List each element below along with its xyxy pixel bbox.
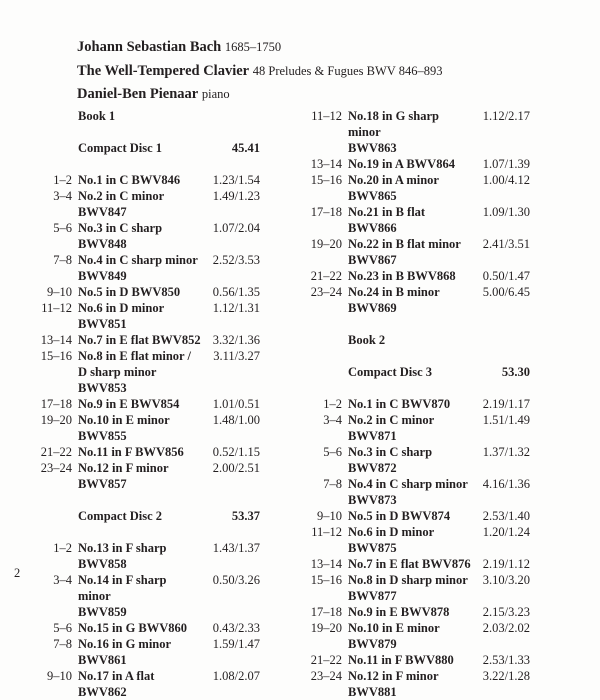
disc-2-heading — [30, 508, 260, 524]
track-title-line: No.3 in C sharp BWV872 — [348, 445, 433, 475]
track-title-line: No.20 in A minor BWV865 — [348, 173, 439, 203]
track-duration: 1.07/1.39 — [482, 157, 530, 171]
track-title — [78, 252, 202, 284]
track-numbers: 1–2 — [53, 541, 72, 555]
track-row — [300, 620, 530, 652]
disc-3-heading — [300, 364, 530, 380]
track-title-line: No.13 in F sharp BWV858 — [78, 541, 167, 571]
track-title — [348, 412, 472, 444]
track-title-line: No.12 in F minor BWV857 — [78, 461, 169, 491]
disc-3-tracklist — [300, 396, 530, 700]
track-title — [348, 156, 472, 172]
track-title-line-2: BWV873 — [348, 493, 397, 507]
track-duration: 2.03/2.02 — [482, 621, 530, 635]
track-numbers: 7–8 — [323, 477, 342, 491]
track-duration: 1.37/1.32 — [482, 445, 530, 459]
track-duration: 5.00/6.45 — [482, 285, 530, 299]
track-title — [348, 236, 472, 268]
track-title — [348, 524, 472, 556]
track-numbers: 17–18 — [40, 397, 72, 411]
track-duration: 1.08/2.07 — [212, 669, 260, 683]
track-title — [78, 620, 202, 636]
track-title-line: No.16 in G minor BWV861 — [78, 637, 171, 667]
track-title-line: No.18 in G sharp minor — [348, 109, 439, 139]
track-title-line: No.12 in F minor BWV881 — [348, 669, 439, 699]
track-title — [348, 108, 472, 156]
track-title-line-2: BWV859 — [78, 605, 127, 619]
track-title — [348, 284, 472, 316]
disc-label: Compact Disc 3 — [348, 365, 433, 379]
track-title — [78, 188, 202, 220]
track-title — [348, 396, 472, 412]
track-duration: 4.16/1.36 — [482, 477, 530, 491]
track-title — [78, 220, 202, 252]
track-title-line: No.6 in D minor BWV875 — [348, 525, 434, 555]
track-title — [348, 604, 472, 620]
track-title — [348, 668, 472, 700]
track-numbers: 9–10 — [47, 669, 72, 683]
track-title-line: No.5 in D BWV874 — [348, 509, 451, 523]
track-title-line: No.10 in E minor BWV879 — [348, 621, 440, 651]
track-numbers: 19–20 — [310, 621, 342, 635]
track-row — [30, 444, 260, 460]
track-title — [78, 572, 202, 620]
track-duration: 2.41/3.51 — [482, 237, 530, 251]
track-row — [300, 668, 530, 700]
track-duration: 1.59/1.47 — [212, 637, 260, 651]
track-title-line: No.7 in E flat BWV876 — [348, 557, 471, 571]
composer-name: Johann Sebastian Bach — [77, 39, 222, 55]
track-duration: 2.53/1.33 — [482, 653, 530, 667]
track-title-line: No.14 in F sharp minor — [78, 573, 167, 603]
track-duration: 0.50/1.47 — [482, 269, 530, 283]
track-row — [300, 444, 530, 476]
track-title-line: No.8 in E flat minor / — [78, 349, 191, 363]
track-title-line: No.3 in C sharp BWV848 — [78, 221, 163, 251]
track-numbers: 17–18 — [310, 605, 342, 619]
track-numbers: 5–6 — [53, 621, 72, 635]
track-duration: 1.20/1.24 — [482, 525, 530, 539]
track-title-line: No.2 in C minor BWV871 — [348, 413, 434, 443]
track-numbers: 7–8 — [53, 253, 72, 267]
track-title — [348, 172, 472, 204]
track-row — [30, 620, 260, 636]
track-numbers: 3–4 — [53, 189, 72, 203]
track-title — [348, 476, 472, 508]
track-row — [30, 540, 260, 572]
track-numbers: 13–14 — [310, 157, 342, 171]
work-title: The Well-Tempered Clavier — [77, 62, 250, 79]
track-title — [78, 396, 202, 412]
track-row — [30, 572, 260, 620]
track-title-line: No.9 in E BWV854 — [78, 397, 180, 411]
track-row — [300, 284, 530, 316]
track-row — [300, 412, 530, 444]
track-numbers: 21–22 — [310, 653, 342, 667]
track-row — [300, 604, 530, 620]
track-row — [30, 412, 260, 444]
track-duration: 2.19/1.17 — [482, 397, 530, 411]
track-numbers: 5–6 — [323, 445, 342, 459]
disc-label: Compact Disc 1 — [78, 141, 163, 155]
track-numbers: 15–16 — [310, 573, 342, 587]
performer-line — [77, 83, 442, 107]
track-title-line: No.7 in E flat BWV852 — [78, 333, 201, 347]
track-row — [30, 460, 260, 492]
composer-line — [77, 36, 442, 60]
track-duration: 0.43/2.33 — [212, 621, 260, 635]
book-2-heading: Book 2 — [348, 333, 386, 347]
track-numbers: 23–24 — [40, 461, 72, 475]
track-title-line: No.11 in F BWV880 — [348, 653, 454, 667]
track-duration: 2.53/1.40 — [482, 509, 530, 523]
track-numbers: 21–22 — [40, 445, 72, 459]
track-numbers: 7–8 — [53, 637, 72, 651]
track-row — [300, 204, 530, 236]
track-duration: 1.48/1.00 — [212, 413, 260, 427]
performer-instrument: piano — [201, 87, 230, 101]
track-numbers: 21–22 — [310, 269, 342, 283]
track-title — [78, 460, 202, 492]
track-title-line: No.19 in A BWV864 — [348, 157, 455, 171]
track-numbers: 1–2 — [53, 173, 72, 187]
track-duration: 3.10/3.20 — [482, 573, 530, 587]
track-title-line: No.10 in E minor BWV855 — [78, 413, 170, 443]
track-row — [300, 396, 530, 412]
track-row — [300, 156, 530, 172]
track-numbers: 15–16 — [40, 349, 72, 363]
track-numbers: 3–4 — [53, 573, 72, 587]
track-row — [30, 396, 260, 412]
track-title-line-2: D sharp minor BWV853 — [78, 365, 157, 395]
track-duration: 1.51/1.49 — [482, 413, 530, 427]
track-row — [300, 108, 530, 156]
track-title — [348, 508, 472, 524]
track-title-line: No.6 in D minor BWV851 — [78, 301, 164, 331]
work-line — [77, 60, 442, 84]
track-row — [300, 508, 530, 524]
disc-1-tracklist — [30, 172, 260, 492]
track-numbers: 23–24 — [310, 285, 342, 299]
track-numbers: 13–14 — [40, 333, 72, 347]
track-title — [78, 636, 202, 668]
track-duration: 0.50/3.26 — [212, 573, 260, 587]
track-title — [348, 572, 472, 604]
track-numbers: 9–10 — [317, 509, 342, 523]
track-title-line-2: BWV877 — [348, 589, 397, 603]
track-row — [300, 652, 530, 668]
disc-1-heading — [30, 140, 260, 156]
track-duration: 2.00/2.51 — [212, 461, 260, 475]
track-duration: 1.49/1.23 — [212, 189, 260, 203]
track-row — [300, 556, 530, 572]
disc-2-tracklist — [30, 540, 260, 700]
track-duration: 1.12/2.17 — [482, 109, 530, 123]
track-title — [78, 284, 202, 300]
track-title — [348, 268, 472, 284]
track-row — [30, 172, 260, 188]
track-duration: 2.15/3.23 — [482, 605, 530, 619]
track-title-line: No.24 in B minor BWV869 — [348, 285, 440, 315]
track-title-line: No.15 in G BWV860 — [78, 621, 188, 635]
track-numbers: 5–6 — [53, 221, 72, 235]
track-numbers: 3–4 — [323, 413, 342, 427]
track-title — [348, 620, 472, 652]
track-title-line: No.23 in B BWV868 — [348, 269, 456, 283]
track-title — [78, 348, 202, 396]
track-duration: 3.11/3.27 — [213, 349, 260, 363]
track-duration: 3.32/1.36 — [212, 333, 260, 347]
track-numbers: 9–10 — [47, 285, 72, 299]
track-duration: 3.22/1.28 — [482, 669, 530, 683]
track-numbers: 11–12 — [311, 109, 342, 123]
track-title — [348, 444, 472, 476]
track-row — [30, 668, 260, 700]
track-title-line: No.1 in C BWV870 — [348, 397, 451, 411]
track-numbers: 17–18 — [310, 205, 342, 219]
track-row — [30, 332, 260, 348]
track-row — [30, 284, 260, 300]
track-title — [348, 556, 472, 572]
track-row — [30, 252, 260, 284]
track-duration: 2.52/3.53 — [212, 253, 260, 267]
track-numbers: 19–20 — [40, 413, 72, 427]
book-1-heading: Book 1 — [78, 109, 116, 123]
track-row — [300, 268, 530, 284]
track-row — [30, 188, 260, 220]
track-title — [78, 444, 202, 460]
track-numbers: 1–2 — [323, 397, 342, 411]
track-title — [78, 332, 202, 348]
booklet-header — [77, 36, 442, 107]
track-row — [300, 172, 530, 204]
track-title — [78, 300, 202, 332]
track-duration: 1.12/1.31 — [212, 301, 260, 315]
track-duration: 1.01/0.51 — [212, 397, 260, 411]
track-row — [30, 220, 260, 252]
disc-time: 45.41 — [231, 141, 260, 155]
track-title-line: No.4 in C sharp minor — [348, 477, 468, 491]
track-row — [300, 572, 530, 604]
track-row — [30, 636, 260, 668]
track-row — [300, 524, 530, 556]
performer-name: Daniel-Ben Pienaar — [77, 86, 199, 102]
composer-dates: 1685–1750 — [224, 40, 282, 54]
track-title-line: No.1 in C BWV846 — [78, 173, 181, 187]
disc-time: 53.30 — [501, 365, 530, 379]
track-duration: 1.00/4.12 — [482, 173, 530, 187]
work-subtitle: 48 Preludes & Fugues BWV 846–893 — [252, 63, 443, 78]
track-title-line: No.9 in E BWV878 — [348, 605, 450, 619]
track-row — [300, 476, 530, 508]
disc-label: Compact Disc 2 — [78, 509, 163, 523]
track-row — [30, 300, 260, 332]
track-duration: 0.52/1.15 — [212, 445, 260, 459]
track-numbers: 15–16 — [310, 173, 342, 187]
track-duration: 1.23/1.54 — [212, 173, 260, 187]
track-title-line: No.17 in A flat BWV862 — [78, 669, 155, 699]
track-title — [78, 668, 202, 700]
track-title-line: No.4 in C sharp minor — [78, 253, 198, 267]
page-number: 2 — [14, 566, 21, 580]
track-row — [300, 236, 530, 268]
disc-time: 53.37 — [231, 509, 260, 523]
track-title — [348, 652, 472, 668]
track-numbers: 11–12 — [311, 525, 342, 539]
track-title-line: No.11 in F BWV856 — [78, 445, 184, 459]
track-duration: 1.09/1.30 — [482, 205, 530, 219]
track-title-line: No.21 in B flat BWV866 — [348, 205, 426, 235]
track-title-line: No.8 in D sharp minor — [348, 573, 468, 587]
track-numbers: 11–12 — [41, 301, 72, 315]
track-title — [78, 172, 202, 188]
track-numbers: 23–24 — [310, 669, 342, 683]
track-duration: 0.56/1.35 — [212, 285, 260, 299]
track-title-line-2: BWV863 — [348, 141, 397, 155]
track-title — [348, 204, 472, 236]
track-duration: 1.07/2.04 — [212, 221, 260, 235]
track-title — [78, 540, 202, 572]
track-title-line: No.2 in C minor BWV847 — [78, 189, 164, 219]
track-title-line: No.22 in B flat minor BWV867 — [348, 237, 461, 267]
track-title-line: No.5 in D BWV850 — [78, 285, 181, 299]
left-column — [30, 108, 260, 700]
track-numbers: 13–14 — [310, 557, 342, 571]
track-duration: 2.19/1.12 — [482, 557, 530, 571]
track-title — [78, 412, 202, 444]
track-title-line-2: BWV849 — [78, 269, 127, 283]
disc-2-tracklist-continued — [300, 108, 530, 316]
right-column — [300, 108, 530, 700]
track-duration: 1.43/1.37 — [212, 541, 260, 555]
track-numbers: 19–20 — [310, 237, 342, 251]
track-row — [30, 348, 260, 396]
